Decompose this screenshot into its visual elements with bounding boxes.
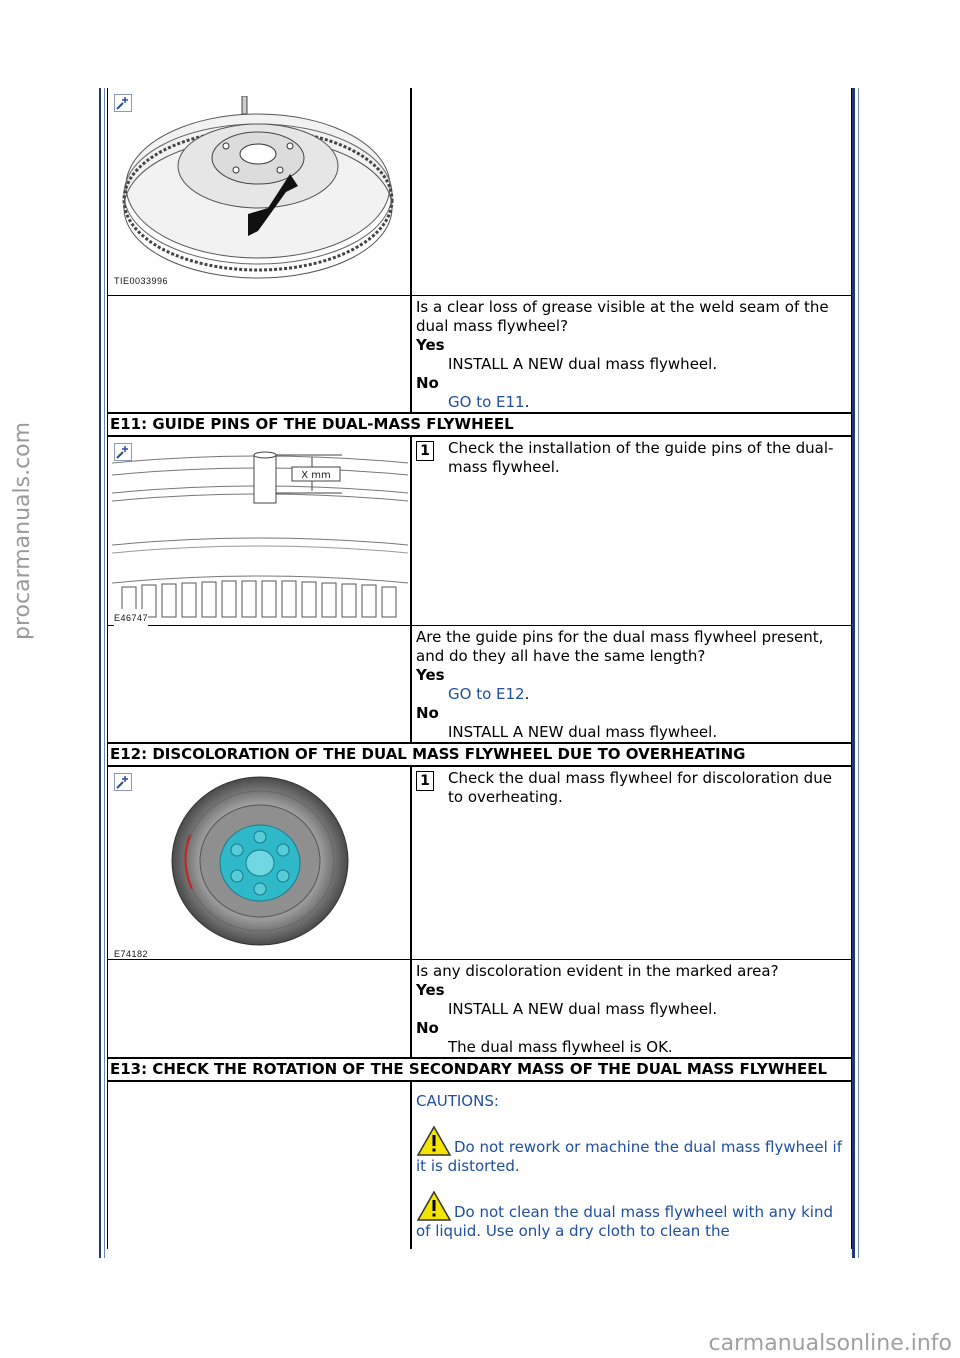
section-heading-e13: E13: CHECK THE ROTATION OF THE SECONDARY MASS OF THE DUAL MASS FLYWHEEL (108, 1058, 852, 1081)
step-row-e12 (108, 766, 852, 959)
procedure-table (107, 88, 852, 1249)
yes-action: INSTALL A NEW dual mass flywheel. (448, 354, 718, 373)
step-number: 1 (416, 441, 434, 461)
empty-cell (108, 1081, 412, 1249)
cautions-title: CAUTIONS: (416, 1091, 499, 1110)
section-heading-row-e12 (108, 743, 852, 766)
page-frame-left-inner (104, 88, 105, 1258)
question-row-e11 (108, 626, 852, 744)
no-action: The dual mass flywheel is OK. (448, 1037, 673, 1056)
side-watermark-text: procarmanuals.com (10, 421, 35, 640)
caution-2-text: Do not clean the dual mass flywheel with any kind of liquid. Use only a dry cloth to clean the (416, 1202, 833, 1240)
step-1-e11 (416, 439, 847, 477)
bottom-watermark: carmanualsonline.info (708, 1331, 952, 1356)
step-cell-e12 (411, 766, 852, 959)
question-cell (411, 295, 852, 413)
yes-action: GO to E12. (448, 685, 530, 703)
question-row-grease (108, 295, 852, 413)
step-cell-e11 (411, 436, 852, 626)
empty-cell (108, 295, 412, 413)
section-heading-row-e11 (108, 413, 852, 436)
guide-pin-illustration (112, 449, 408, 619)
zoom-icon[interactable] (114, 773, 132, 791)
no-action: INSTALL A NEW dual mass flywheel. (448, 723, 718, 741)
yes-label: Yes (416, 980, 445, 999)
figure-label: E74182 (114, 949, 149, 959)
step-1-e12 (416, 769, 847, 807)
measurement-label: X mm (301, 469, 331, 481)
question-text: Is any discoloration evident in the marked area? (416, 961, 779, 980)
caution-1 (416, 1125, 847, 1176)
side-watermark (0, 421, 50, 700)
figure-row-flywheel (108, 88, 852, 295)
warning-icon (416, 1125, 452, 1157)
yes-action: INSTALL A NEW dual mass flywheel. (448, 999, 718, 1018)
step-instruction: Check the dual mass flywheel for discoloration due to overheating. (448, 769, 832, 806)
cautions-row-e13 (108, 1081, 852, 1249)
question-cell-e11 (411, 626, 852, 744)
no-label: No (416, 373, 439, 392)
no-action: GO to E11. (448, 392, 530, 411)
warning-icon (416, 1190, 452, 1222)
figure-label: TIE0033996 (114, 276, 169, 286)
flywheel-photo (170, 775, 350, 947)
page-frame-left (99, 88, 101, 1258)
goto-e11-link[interactable]: GO to E11 (448, 392, 525, 411)
step-row-e11 (108, 436, 852, 626)
figure-text-cell (411, 88, 852, 295)
section-heading-row-e13 (108, 1058, 852, 1081)
yes-label: Yes (416, 335, 445, 354)
cautions-cell (411, 1081, 852, 1249)
page-frame-right (852, 88, 855, 1258)
procedure-document (107, 88, 852, 1249)
caution-2 (416, 1190, 847, 1241)
yes-label: Yes (416, 666, 445, 684)
step-number: 1 (416, 771, 434, 791)
question-cell-e12 (411, 959, 852, 1058)
flywheel-illustration (118, 96, 403, 281)
figure-cell-e11 (108, 436, 412, 626)
step-instruction: Check the installation of the guide pins of the dual-mass flywheel. (448, 438, 834, 476)
question-row-e12 (108, 959, 852, 1058)
page-frame-right-inner (858, 88, 859, 1258)
empty-cell (108, 959, 412, 1058)
empty-cell (108, 626, 412, 744)
section-heading-e12: E12: DISCOLORATION OF THE DUAL MASS FLYWHEEL DUE TO OVERHEATING (108, 743, 852, 766)
figure-label: E46747 (114, 609, 148, 628)
figure-cell (108, 88, 412, 295)
question-text: Are the guide pins for the dual mass flywheel present, and do they all have the same length? (416, 628, 824, 665)
caution-1-text: Do not rework or machine the dual mass flywheel if it is distorted. (416, 1137, 842, 1175)
no-label: No (416, 704, 439, 722)
figure-cell-e12 (108, 766, 412, 959)
no-label: No (416, 1018, 439, 1037)
goto-e12-link[interactable]: GO to E12 (448, 685, 525, 703)
section-heading-e11: E11: GUIDE PINS OF THE DUAL-MASS FLYWHEEL (108, 413, 852, 436)
question-text: Is a clear loss of grease visible at the weld seam of the dual mass flywheel? (416, 297, 829, 335)
